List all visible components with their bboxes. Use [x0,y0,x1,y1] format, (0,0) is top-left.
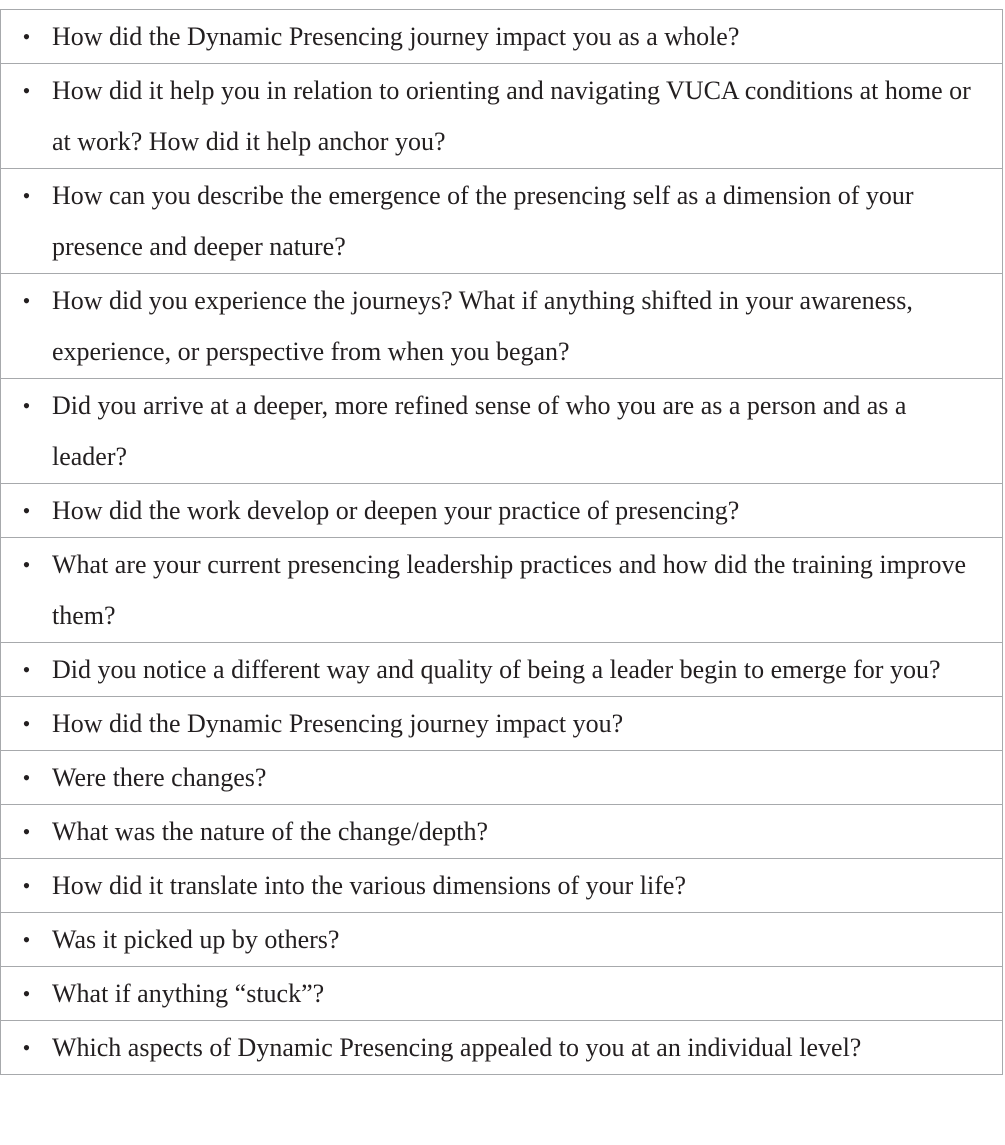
question-text: Which aspects of Dynamic Presencing appealed to you at an individual level? [52,1033,862,1062]
bullet-icon: • [22,711,31,736]
bullet-icon: • [22,393,31,418]
table-row [1,697,1003,751]
question-cell [1,805,1003,859]
table-row [1,10,1003,64]
table-row [1,751,1003,805]
question-text: How did the work develop or deepen your practice of presencing? [52,496,740,525]
question-text: Did you notice a different way and quality of being a leader begin to emerge for you? [52,655,941,684]
question-text: How did the Dynamic Presencing journey impact you? [52,709,624,738]
bullet-icon: • [22,981,31,1006]
question-cell [1,64,1003,169]
bullet-icon: • [22,78,31,103]
question-text: How did it help you in relation to orienting and navigating VUCA conditions at home or at work? How did it help anchor you? [52,76,971,156]
table-row [1,538,1003,643]
table-row [1,484,1003,538]
table-row [1,913,1003,967]
question-text: What are your current presencing leadership practices and how did the training improve them? [52,550,966,630]
question-text: How did the Dynamic Presencing journey impact you as a whole? [52,22,740,51]
question-text: How did it translate into the various dimensions of your life? [52,871,686,900]
question-cell [1,274,1003,379]
question-cell [1,10,1003,64]
question-cell [1,643,1003,697]
question-cell [1,379,1003,484]
question-text: What was the nature of the change/depth? [52,817,489,846]
bullet-icon: • [22,288,31,313]
bullet-icon: • [22,24,31,49]
question-cell [1,751,1003,805]
bullet-icon: • [22,1035,31,1060]
bullet-icon: • [22,927,31,952]
question-cell [1,697,1003,751]
table-row [1,379,1003,484]
table-row [1,967,1003,1021]
question-text: How can you describe the emergence of the presencing self as a dimension of your presence and deeper nature? [52,181,914,261]
table-row [1,274,1003,379]
table-row [1,643,1003,697]
question-cell [1,1021,1003,1075]
bullet-icon: • [22,765,31,790]
table-row [1,64,1003,169]
question-cell [1,859,1003,913]
table-row [1,859,1003,913]
question-cell [1,538,1003,643]
bullet-icon: • [22,819,31,844]
table-row [1,1021,1003,1075]
question-text: Were there changes? [52,763,267,792]
question-cell [1,169,1003,274]
question-cell [1,484,1003,538]
table-row [1,169,1003,274]
table-row [1,805,1003,859]
question-cell [1,913,1003,967]
bullet-icon: • [22,873,31,898]
question-text: Did you arrive at a deeper, more refined sense of who you are as a person and as a leader? [52,391,907,471]
bullet-icon: • [22,552,31,577]
bullet-icon: • [22,183,31,208]
bullet-icon: • [22,657,31,682]
questions-table [0,9,1003,1075]
questions-table-body [1,10,1003,1075]
question-text: What if anything “stuck”? [52,979,325,1008]
question-cell [1,967,1003,1021]
question-text: Was it picked up by others? [52,925,340,954]
bullet-icon: • [22,498,31,523]
question-text: How did you experience the journeys? What if anything shifted in your awareness, experience, or perspective from when you began? [52,286,913,366]
